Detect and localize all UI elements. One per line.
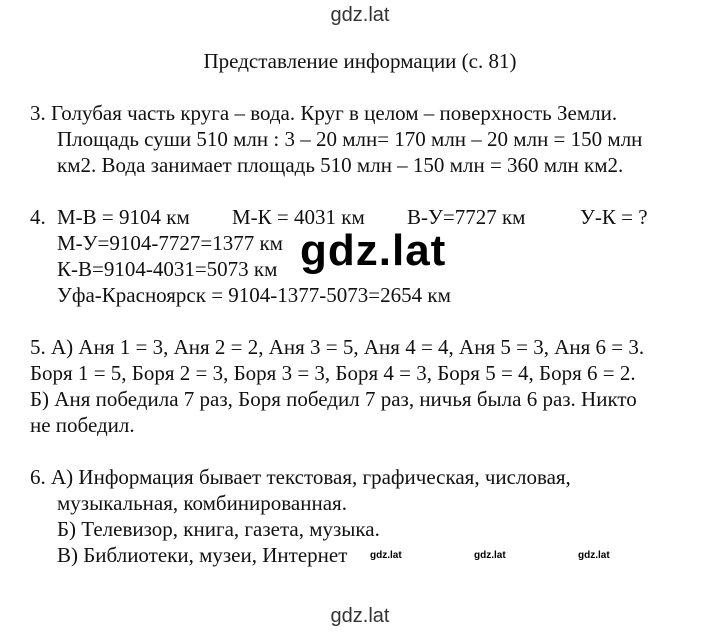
task3-line2: Площадь суши 510 млн : 3 – 20 млн= 170 млн – 20 млн = 150 млн <box>57 127 643 151</box>
task3-line1: 3. Голубая часть круга – вода. Круг в целом – поверхность Земли. <box>30 101 618 125</box>
watermark-center: gdz.lat <box>300 226 447 275</box>
watermark-top: gdz.lat <box>330 4 390 26</box>
task4-vu: В-У=7727 км <box>407 205 526 229</box>
task6-line1: 6. А) Информация бывает текстовая, графическая, числовая, <box>30 465 571 489</box>
task4-line2: М-У=9104-7727=1377 км <box>57 231 283 255</box>
watermark-small-3: gdz.lat <box>578 550 610 561</box>
watermark-small-1: gdz.lat <box>370 550 402 561</box>
task4-line4: Уфа-Красноярск = 9104-1377-5073=2654 км <box>57 283 451 307</box>
task5-line3: Б) Аня победила 7 раз, Боря победил 7 раз, ничья была 6 раз. Никто <box>30 387 637 411</box>
task5-line4: не победил. <box>30 413 135 437</box>
watermark-bottom: gdz.lat <box>330 605 390 627</box>
task6-line4: В) Библиотеки, музеи, Интернет <box>57 543 348 567</box>
task4-mk: М-К = 4031 км <box>232 205 365 229</box>
task5-line1: 5. А) Аня 1 = 3, Аня 2 = 2, Аня 3 = 5, Аня 4 = 4, Аня 5 = 3, Аня 6 = 3. <box>30 335 645 359</box>
task6-line2: музыкальная, комбинированная. <box>57 491 347 515</box>
task4-number: 4. <box>30 205 46 229</box>
task4-line3: К-В=9104-4031=5073 км <box>57 257 278 281</box>
page-title: Представление информации (с. 81) <box>203 49 517 73</box>
task6-line3: Б) Телевизор, книга, газета, музыка. <box>57 517 380 541</box>
task5-line2: Боря 1 = 5, Боря 2 = 3, Боря 3 = 3, Боря 4 = 3, Боря 5 = 4, Боря 6 = 2. <box>30 361 636 385</box>
task4-uk: У-К = ? <box>580 205 648 229</box>
task3-line3: км2. Вода занимает площадь 510 млн – 150 млн = 360 млн км2. <box>57 153 624 177</box>
watermark-small-2: gdz.lat <box>474 550 506 561</box>
task4-mv: М-В = 9104 км <box>57 205 190 229</box>
